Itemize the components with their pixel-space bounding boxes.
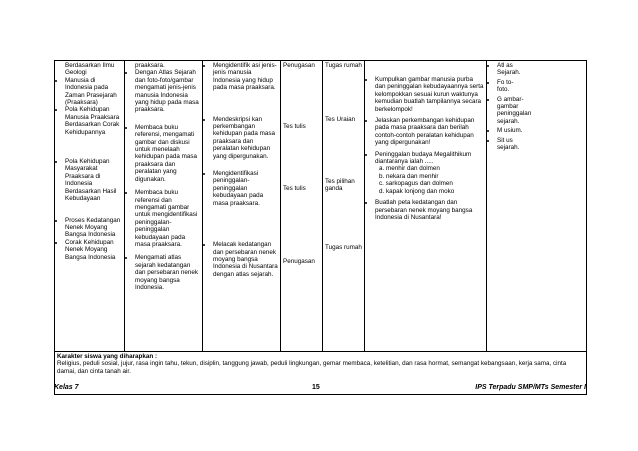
cell-contoh-instrumen [365,61,487,352]
list-item: • Pola Kehidupan Manusia Praaksara Berdasarkan Corak Kehidupannya [65,106,122,136]
question-text: Peninggalan budaya Megalithikum diantaranya ialah ..... [375,150,472,166]
list-item: • Sit us sejarah. [497,137,525,152]
list-item: • Jelaskan perkembangan kehidupan pada masa praaksara dan berilah contoh-contoh peralatan kehidupan yang dipergunakan! [375,117,484,147]
list-item: • Manusia di Indonesia pada Zaman Prasejarah (Praaksara) [65,77,122,107]
karakter-title: Karakter siswa yang diharapkan : [57,353,158,360]
table-row [55,61,587,352]
list-item: • Mengidentifik asi jenis-jenis manusia Indonesia yang hidup pada masa praaksara. [213,62,278,92]
option-item: c. sarkopagus dan dolmen [379,180,453,188]
list-item: • Mendeskripsi kan perkembangan kehidupan pada masa praaksara dan peralatan kehidupan yang dipergunakan. [213,116,278,160]
list-item: • G ambar-gambar peninggalan sejarah. [497,96,525,126]
option-item: b. nekara dan menhir [379,172,439,180]
teknik-2: Tes tulis [283,123,306,131]
list-item [375,151,484,195]
list-item: • Pola Kehidupan Masyarakat Praaksara di Indonesia Berdasarkan Hasil Kebudayaan [65,158,122,202]
page-footer [54,384,586,394]
bentuk-2: Tes Uraian [325,116,356,124]
page-number: 15 [312,384,320,391]
cell-materi [55,61,125,352]
list-item: • Proses Kedatangan Nenek Moyang Bangsa Indonesia [65,217,122,239]
bentuk-3: Tes pilihan ganda [325,177,355,193]
list-item: • Mengidentifikasi peninggalan-peninggalan kebudayaan pada masa praaksara. [213,170,278,207]
karakter-text: Religius, peduli sosial, jujur, rasa ingin tahu, tekun, disiplin, tanggung jawab, peduli lingkungan, gemar membaca, ketelitian, dan rasa hormat, semangat kebangsaan, kerja sama, cinta damai, dan cinta tanah air. [57,360,567,375]
cell-sumber [487,61,587,352]
teknik-4: Penugasan [283,258,315,266]
cell-bentuk [323,61,365,352]
list-item: • Dengan Atlas Sejarah dan foto-foto/gambar mengamati jenis-jenis manusia Indonesia yang hidup pada masa praaksara. [135,69,200,113]
cell-indikator [203,61,281,352]
teknik-1: Penugasan [283,62,315,69]
list-item: • Mengamati atlas sejarah kedatangan dan persebaran nenek moyang bangsa Indonesia. [135,254,200,291]
list-item: • Fo to-foto. [497,79,525,94]
footer-class-label: Kelas 7 [54,384,79,391]
bentuk-1: Tugas rumah [325,62,362,69]
teknik-3: Tes tulis [283,184,306,192]
list-item: • Atl as Sejarah. [497,62,525,77]
list-item: • Membaca buku referensi, mengamati gambar dan diskusi untuk menelaah kehidupan pada masa praaksara dan peralatan yang digunakan. [135,124,200,183]
list-item: • Corak Kehidupan Nenek Moyang Bangsa Indonesia [65,239,122,261]
footer-book-title: IPS Terpadu SMP/MTs Semester I [475,384,586,391]
materi-text: Berdasarkan Ilmu Geologi [65,62,115,77]
syllabus-table [54,60,587,395]
option-item: a. menhir dan dolmen [379,165,440,173]
list-item: • Buatlah peta kedatangan dan persebaran nenek moyang bangsa Indonesia di Nusantara! [375,199,484,221]
answer-options [375,165,484,195]
cell-teknik [281,61,323,352]
list-item: • M usium. [497,127,525,134]
list-item: • Kumpulkan gambar manusia purba dan peninggalan kebudayaannya serta kelompokkan sesuai kurun waktunya kemudian buatlah tampilannya secara berkelompok! [375,76,484,113]
cell-kegiatan [125,61,203,352]
option-item: d. kapak lonjong dan moko [379,187,455,195]
bentuk-4: Tugas rumah [325,243,362,251]
list-item: • Melacak kedatangan dan persebaran nenek moyang bangsa Indonesia di Nusantara dengan atlas sejarah. [213,241,278,278]
list-item: • Membaca buku referensi dan mengamati gambar untuk mengidentifikasi peninggalan-peninggalan kebudayaan pada masa praaksara. [135,189,200,248]
kegiatan-text: praaksara. [135,62,165,69]
